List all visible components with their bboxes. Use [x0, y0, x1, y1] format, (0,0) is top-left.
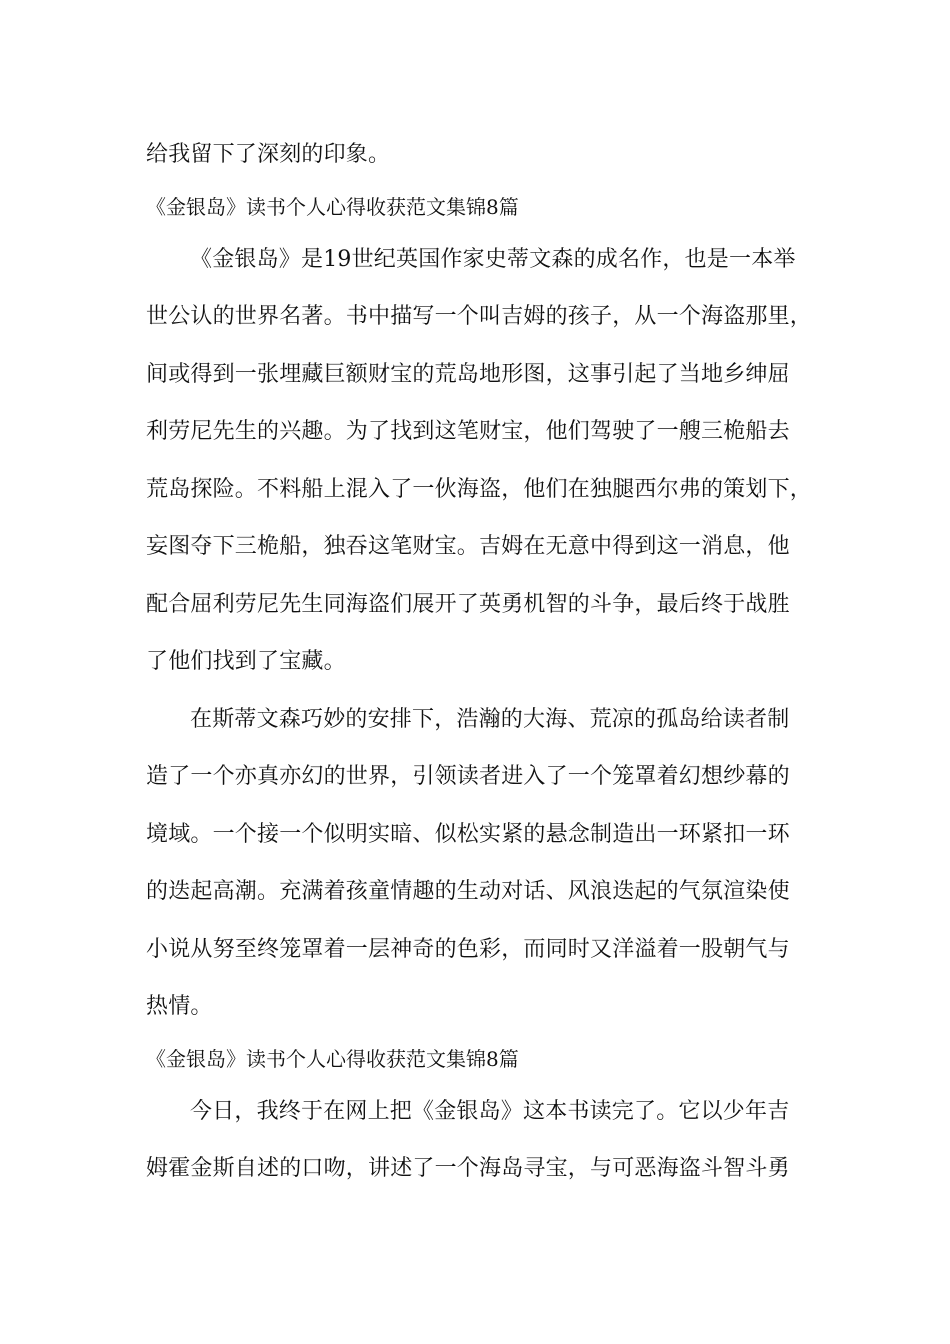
paragraph-line: 的迭起高潮。充满着孩童情趣的生动对话、风浪迭起的气氛渲染使: [146, 879, 790, 904]
section-heading: 《金银岛》读书个人心得收获范文集锦8篇: [146, 1046, 519, 1071]
paragraph-line: 世公认的世界名著。书中描写一个叫吉姆的孩子，从一个海盗那里，: [146, 304, 813, 329]
paragraph-line: 间或得到一张埋藏巨额财宝的荒岛地形图，这事引起了当地乡绅屈: [146, 361, 790, 387]
paragraph-line: 了他们找到了宝藏。: [146, 649, 346, 674]
paragraph-line: 配合屈利劳尼先生同海盗们展开了英勇机智的斗争，最后终于战胜: [146, 591, 790, 617]
paragraph-line: 今日，我终于在网上把《金银岛》这本书读完了。它以少年吉: [190, 1098, 790, 1124]
section-heading: 《金银岛》读书个人心得收获范文集锦8篇: [146, 194, 519, 219]
paragraph-line: 《金银岛》是19世纪英国作家史蒂文森的成名作，也是一本举: [190, 246, 796, 272]
paragraph-line: 利劳尼先生的兴趣。为了找到这笔财宝，他们驾驶了一艘三桅船去: [146, 419, 790, 444]
paragraph-line: 荒岛探险。不料船上混入了一伙海盗，他们在独腿西尔弗的策划下，: [146, 476, 813, 502]
document-body: [146, 126, 826, 1198]
paragraph-line: 小说从努至终笼罩着一层神奇的色彩，而同时又洋溢着一股朝气与: [146, 936, 790, 962]
paragraph-line: 给我留下了深刻的印象。: [146, 142, 391, 167]
paragraph-line: 在斯蒂文森巧妙的安排下，浩瀚的大海、荒凉的孤岛给读者制: [190, 706, 790, 732]
paragraph-line: 热情。: [146, 994, 213, 1019]
paragraph-line: 姆霍金斯自述的口吻，讲述了一个海岛寻宝，与可恶海盗斗智斗勇: [146, 1156, 790, 1181]
paragraph-line: 造了一个亦真亦幻的世界，引领读者进入了一个笼罩着幻想纱幕的: [146, 764, 790, 789]
paragraph-line: 境域。一个接一个似明实暗、似松实紧的悬念制造出一环紧扣一环: [146, 821, 790, 847]
paragraph-line: 妄图夺下三桅船，独吞这笔财宝。吉姆在无意中得到这一消息，他: [146, 534, 790, 559]
